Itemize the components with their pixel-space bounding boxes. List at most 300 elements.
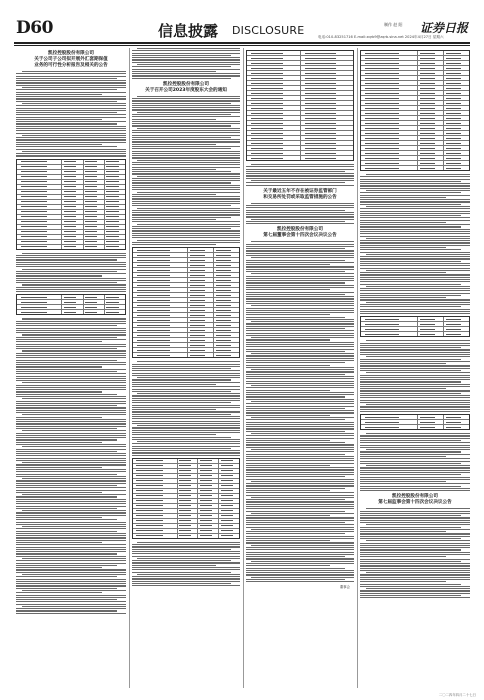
text-line — [246, 205, 354, 206]
text-line — [246, 440, 330, 441]
text-line — [132, 448, 231, 449]
table-cell — [84, 180, 105, 184]
text-line — [132, 157, 240, 158]
text-line — [246, 346, 354, 347]
text-line — [246, 246, 354, 247]
text-line — [22, 558, 127, 559]
text-line — [360, 222, 446, 223]
text-line — [251, 513, 354, 514]
text-line — [246, 558, 354, 559]
text-line — [246, 442, 345, 443]
table-cell — [133, 283, 188, 287]
text-line — [16, 341, 102, 342]
table-cell — [214, 348, 239, 352]
text-line — [246, 501, 354, 502]
text-line — [360, 474, 461, 475]
table-cell — [444, 151, 469, 155]
text-line — [16, 264, 126, 265]
table-cell — [62, 200, 83, 204]
text-line — [16, 556, 126, 557]
text-line — [22, 269, 127, 270]
table-cell — [301, 86, 354, 90]
text-line — [16, 423, 126, 424]
table-cell — [17, 305, 62, 309]
text-line — [360, 440, 461, 441]
text-line — [246, 207, 354, 208]
table-row — [247, 156, 353, 160]
text-line — [132, 437, 231, 438]
text-line — [251, 577, 354, 578]
text-line — [132, 59, 240, 60]
table-cell — [219, 494, 239, 498]
table-cell — [84, 305, 105, 309]
table-cell — [17, 165, 62, 169]
text-line — [246, 565, 330, 566]
text-line — [251, 497, 354, 498]
text-line — [132, 78, 231, 79]
text-line — [360, 217, 470, 218]
text-line — [16, 480, 126, 481]
text-line — [246, 554, 354, 555]
text-line — [366, 433, 471, 434]
table-cell — [133, 258, 188, 262]
text-line — [360, 377, 470, 378]
text-line — [132, 414, 231, 415]
text-line — [246, 467, 354, 468]
text-line — [366, 572, 471, 573]
text-line — [16, 101, 117, 102]
article-5-heading — [360, 494, 470, 506]
table-cell — [214, 303, 239, 307]
article-2-body — [132, 96, 240, 245]
table-cell — [444, 101, 469, 105]
text-line — [16, 92, 126, 93]
table-cell — [133, 253, 188, 257]
text-line — [22, 574, 127, 575]
table-cell — [188, 298, 214, 302]
table-cell — [418, 111, 444, 115]
table-cell — [133, 509, 178, 513]
table-cell — [178, 474, 199, 478]
text-line — [16, 369, 126, 370]
text-line — [22, 334, 127, 335]
text-line — [16, 485, 117, 486]
text-line — [16, 401, 126, 402]
column-3 — [246, 48, 354, 688]
table-cell — [219, 524, 239, 528]
text-line — [360, 559, 470, 560]
table-cell — [247, 91, 301, 95]
table-row — [17, 310, 125, 314]
text-line — [132, 572, 231, 573]
text-line — [246, 271, 345, 272]
article-5-heading-line-2: 第七届监事会第十四次会议决议公告 — [378, 500, 452, 506]
text-line — [360, 547, 470, 548]
table-cell — [133, 524, 178, 528]
text-line — [246, 319, 354, 320]
table-cell — [188, 248, 214, 252]
text-line — [360, 490, 470, 491]
table-cell — [84, 185, 105, 189]
text-line — [132, 405, 240, 406]
table-cell — [105, 210, 125, 214]
text-line — [137, 574, 240, 575]
text-line — [246, 287, 354, 288]
text-line — [16, 455, 126, 456]
text-line — [360, 265, 470, 266]
text-line — [360, 375, 470, 376]
text-line — [360, 438, 470, 439]
text-line — [246, 447, 354, 448]
newspaper-logo: 证券日报 — [420, 21, 469, 35]
table-cell — [301, 56, 354, 60]
table-cell — [361, 141, 418, 145]
text-line — [16, 287, 126, 288]
text-line — [22, 430, 127, 431]
table-cell — [418, 56, 444, 60]
text-line — [132, 585, 240, 586]
table-cell — [418, 61, 444, 65]
text-line — [16, 528, 126, 529]
text-line — [22, 87, 127, 88]
article-3-table-top — [246, 50, 354, 161]
text-line — [251, 164, 354, 165]
table-cell — [105, 235, 125, 239]
table-cell — [133, 268, 188, 272]
text-line — [366, 174, 471, 175]
text-line — [366, 238, 471, 239]
text-line — [360, 176, 470, 177]
table-cell — [198, 519, 219, 523]
text-line — [132, 146, 240, 147]
text-line — [360, 199, 470, 200]
text-line — [132, 105, 240, 106]
text-line — [246, 171, 345, 172]
table-cell — [361, 126, 418, 130]
text-line — [360, 400, 470, 401]
text-line — [132, 452, 240, 453]
text-line — [360, 233, 470, 234]
text-line — [366, 540, 471, 541]
table-row — [361, 332, 469, 336]
text-line — [360, 488, 470, 489]
text-line — [246, 285, 354, 286]
table-cell — [418, 71, 444, 75]
text-line — [246, 289, 330, 290]
text-line — [360, 470, 470, 471]
text-line — [132, 228, 231, 229]
text-line — [16, 512, 126, 513]
text-line — [16, 255, 126, 256]
table-cell — [188, 353, 214, 357]
text-line — [132, 398, 240, 399]
text-line — [246, 358, 354, 359]
text-line — [246, 210, 345, 211]
table-cell — [418, 96, 444, 100]
table-cell — [198, 529, 219, 533]
text-line — [246, 408, 345, 409]
table-cell — [105, 240, 125, 244]
table-cell — [444, 111, 469, 115]
text-line — [246, 280, 354, 281]
table-cell — [84, 310, 105, 314]
text-line — [16, 435, 126, 436]
table-cell — [214, 283, 239, 287]
text-line — [360, 454, 470, 455]
text-line — [16, 610, 117, 611]
text-line — [16, 588, 117, 589]
table-row — [361, 166, 469, 170]
table-cell — [444, 76, 469, 80]
text-line — [246, 244, 354, 245]
table-cell — [188, 278, 214, 282]
text-line — [132, 427, 240, 428]
text-line — [132, 50, 240, 51]
table-cell — [17, 160, 62, 164]
text-line — [16, 376, 126, 377]
text-line — [16, 128, 126, 129]
text-line — [16, 149, 126, 150]
text-line — [360, 397, 470, 398]
article-4-table-3 — [360, 414, 470, 430]
table-cell — [198, 479, 219, 483]
table-cell — [178, 524, 199, 528]
text-line — [246, 326, 354, 327]
text-line — [16, 597, 126, 598]
table-cell — [178, 529, 199, 533]
text-line — [16, 119, 102, 120]
text-line — [132, 244, 216, 245]
text-line — [16, 96, 126, 97]
text-line — [246, 335, 354, 336]
text-line — [137, 176, 240, 177]
text-line — [246, 362, 345, 363]
text-line — [16, 547, 126, 548]
table-cell — [133, 328, 188, 332]
text-line — [132, 137, 231, 138]
text-line — [360, 354, 470, 355]
text-line — [246, 173, 354, 174]
table-cell — [62, 300, 83, 304]
text-line — [16, 585, 126, 586]
text-line — [246, 574, 354, 575]
text-line — [16, 94, 102, 95]
text-line — [132, 125, 231, 126]
article-1-body-3 — [16, 318, 126, 613]
table-cell — [214, 293, 239, 297]
text-line — [132, 141, 240, 142]
table-cell — [105, 190, 125, 194]
text-line — [137, 48, 240, 49]
table-cell — [133, 323, 188, 327]
text-line — [246, 465, 330, 466]
article-4-col4-body — [360, 174, 470, 314]
text-line — [16, 453, 126, 454]
text-line — [360, 533, 470, 534]
table-cell — [17, 245, 62, 249]
table-cell — [62, 180, 83, 184]
table-cell — [418, 91, 444, 95]
table-cell — [219, 529, 239, 533]
table-cell — [17, 240, 62, 244]
text-line — [16, 259, 117, 260]
text-line — [246, 581, 354, 582]
text-line — [16, 551, 126, 552]
text-line — [16, 579, 126, 580]
article-3-body — [246, 203, 354, 225]
text-line — [360, 579, 470, 580]
text-line — [132, 578, 240, 579]
table-cell — [219, 489, 239, 493]
text-line — [360, 368, 470, 369]
table-cell — [444, 71, 469, 75]
text-line — [246, 504, 354, 505]
text-line — [16, 544, 126, 545]
text-line — [360, 584, 461, 585]
column-2 — [132, 48, 240, 688]
text-line — [360, 361, 470, 362]
table-cell — [62, 195, 83, 199]
text-line — [132, 364, 240, 365]
text-line — [16, 506, 126, 507]
text-line — [360, 458, 470, 459]
text-line — [22, 590, 127, 591]
text-line — [360, 477, 470, 478]
text-line — [16, 608, 126, 609]
table-cell — [219, 474, 239, 478]
text-line — [16, 451, 117, 452]
text-line — [246, 458, 354, 459]
text-line — [246, 360, 354, 361]
text-line — [16, 565, 117, 566]
text-line — [360, 240, 470, 241]
text-line — [246, 460, 354, 461]
table-cell — [444, 61, 469, 65]
text-line — [246, 438, 354, 439]
table-cell — [219, 534, 239, 538]
text-line — [16, 153, 126, 154]
text-line — [16, 353, 126, 354]
text-line — [360, 536, 470, 537]
text-line — [360, 293, 470, 294]
text-line — [16, 501, 126, 502]
table-cell — [444, 317, 469, 321]
text-line — [132, 226, 240, 227]
text-line — [132, 411, 240, 412]
text-line — [360, 527, 461, 528]
text-line — [132, 212, 240, 213]
text-line — [246, 538, 354, 539]
text-line — [132, 581, 240, 582]
text-line — [132, 185, 240, 186]
table-cell — [361, 146, 418, 150]
text-line — [16, 114, 126, 115]
table-cell — [133, 489, 178, 493]
text-line — [132, 55, 231, 56]
text-line — [246, 499, 345, 500]
text-line — [360, 381, 461, 382]
text-line — [16, 604, 126, 605]
text-line — [246, 444, 354, 445]
text-line — [132, 109, 240, 110]
text-line — [16, 601, 126, 602]
table-cell — [84, 220, 105, 224]
text-line — [246, 540, 330, 541]
article-3-top-body — [246, 164, 354, 186]
text-line — [360, 570, 470, 571]
text-line — [16, 325, 117, 326]
table-cell — [418, 136, 444, 140]
table-cell — [133, 484, 178, 488]
text-line — [246, 355, 354, 356]
text-line — [16, 262, 126, 263]
text-line — [16, 403, 126, 404]
table-cell — [133, 318, 188, 322]
table-cell — [188, 323, 214, 327]
text-line — [132, 366, 240, 367]
table-cell — [62, 190, 83, 194]
text-line — [246, 169, 354, 170]
text-line — [246, 298, 354, 299]
masthead-editor: 制作 赵 阳 — [384, 22, 403, 27]
text-line — [246, 175, 354, 176]
text-line — [16, 560, 126, 561]
table-cell — [133, 479, 178, 483]
table-cell — [17, 195, 62, 199]
table-cell — [247, 86, 301, 90]
table-cell — [361, 317, 418, 321]
table-cell — [84, 175, 105, 179]
text-line — [132, 164, 240, 165]
text-line — [360, 561, 461, 562]
text-line — [360, 345, 470, 346]
table-cell — [188, 268, 214, 272]
text-line — [16, 360, 117, 361]
text-line — [137, 542, 240, 543]
table-cell — [84, 205, 105, 209]
text-line — [22, 151, 127, 152]
text-line — [360, 349, 470, 350]
table-cell — [198, 524, 219, 528]
text-line — [360, 201, 470, 202]
column-separator-1 — [129, 48, 130, 688]
text-line — [360, 363, 446, 364]
text-line — [360, 552, 470, 553]
text-line — [246, 381, 354, 382]
text-line — [132, 123, 240, 124]
text-line — [132, 416, 240, 417]
table-cell — [214, 288, 239, 292]
text-line — [360, 402, 470, 403]
text-line — [132, 386, 240, 387]
table-cell — [361, 116, 418, 120]
text-line — [16, 592, 102, 593]
table-cell — [219, 514, 239, 518]
text-line — [132, 98, 240, 99]
text-line — [132, 130, 240, 131]
text-line — [360, 481, 446, 482]
text-line — [360, 359, 461, 360]
table-cell — [62, 225, 83, 229]
table-cell — [214, 253, 239, 257]
table-cell — [214, 313, 239, 317]
text-line — [16, 380, 126, 381]
table-cell — [105, 165, 125, 169]
text-line — [360, 554, 470, 555]
table-cell — [62, 245, 83, 249]
text-line — [246, 536, 354, 537]
text-line — [16, 133, 126, 134]
